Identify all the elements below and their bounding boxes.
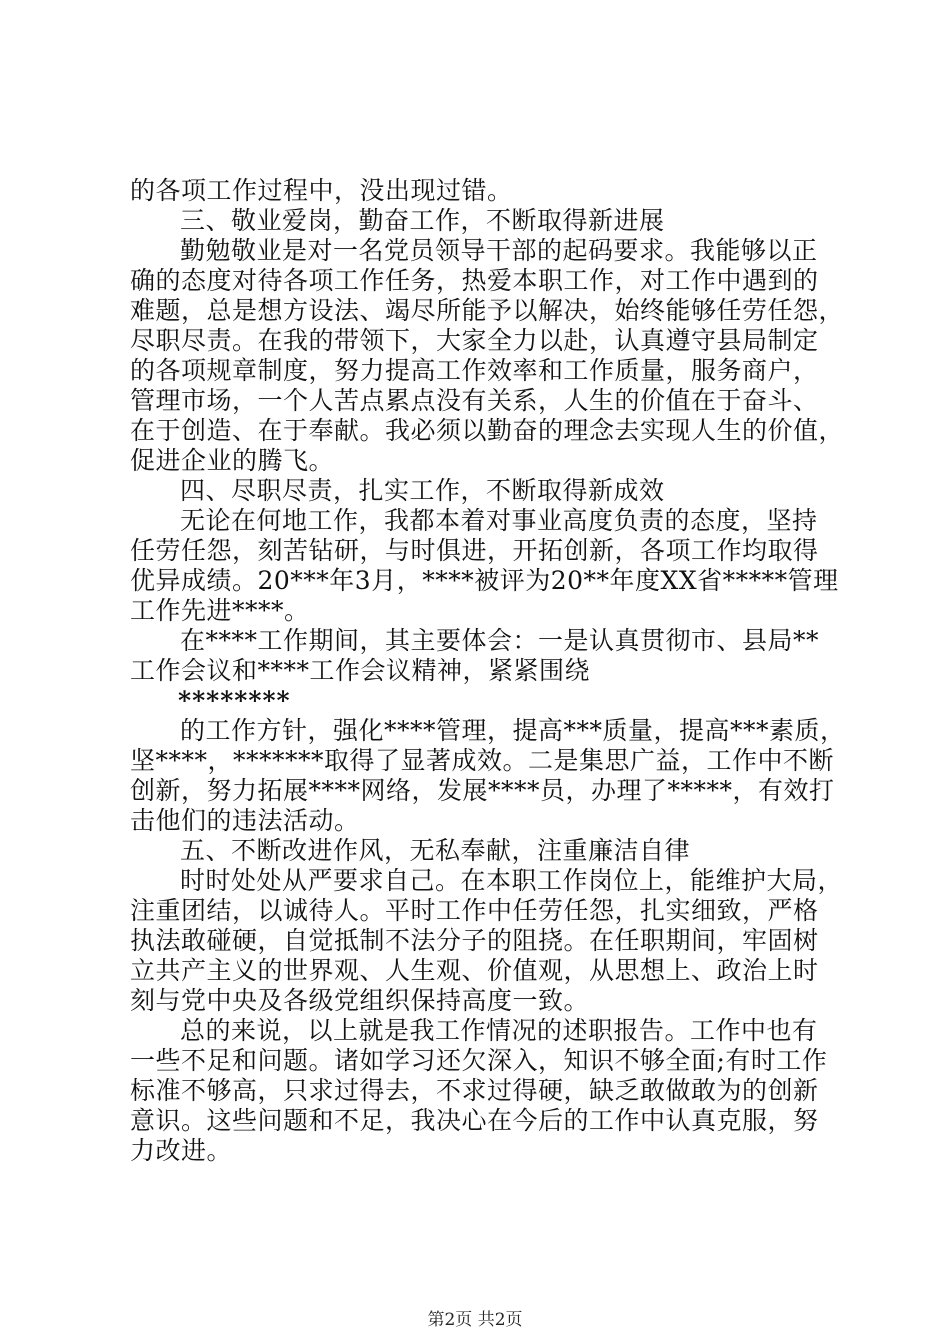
body-line: 注重团结，以诚待人。平时工作中任劳任怨，扎实细致，严格 [130,896,819,925]
body-line: 执法敢碰硬，自觉抵制不法分子的阻挠。在任职期间，牢固树 [130,926,819,955]
body-line: 确的态度对待各项工作任务，热爱本职工作，对工作中遇到的 [130,266,819,295]
body-line: 击他们的违法活动。 [130,806,360,835]
body-line: 管理市场，一个人苦点累点没有关系，人生的价值在于奋斗、 [130,386,819,415]
body-line: 尽职尽责。在我的带领下，大家全力以赴，认真遵守县局制定 [130,326,819,355]
body-line-stars: ******** [178,686,291,715]
body-line: 坚****，*******取得了显著成效。二是集思广益，工作中不断 [130,746,835,775]
body-line: 在****工作期间，其主要体会：一是认真贯彻市、县局** [180,626,820,655]
section-heading: 四、尽职尽责，扎实工作，不断取得新成效 [180,476,665,505]
body-line: 工作先进****。 [130,596,310,625]
body-line: 的各项工作过程中，没出现过错。 [130,176,513,205]
body-line: 意识。这些问题和不足，我决心在今后的工作中认真克服，努 [130,1106,819,1135]
body-line: 一些不足和问题。诸如学习还欠深入，知识不够全面;有时工作 [130,1046,828,1075]
body-line: 的各项规章制度，努力提高工作效率和工作质量，服务商户， [130,356,819,385]
body-line: 在于创造、在于奉献。我必须以勤奋的理念去实现人生的价值， [130,416,845,445]
body-line: 难题，总是想方设法、竭尽所能予以解决，始终能够任劳任怨， [130,296,845,325]
body-line: 无论在何地工作，我都本着对事业高度负责的态度，坚持 [180,506,818,535]
body-line: 标准不够高，只求过得去，不求过得硬，缺乏敢做敢为的创新 [130,1076,819,1105]
body-line: 刻与党中央及各级党组织保持高度一致。 [130,986,590,1015]
body-line: 创新，努力拓展****网络，发展****员，办理了*****，有效打 [130,776,835,805]
body-line: 促进企业的腾飞。 [130,446,335,475]
section-heading: 五、不断改进作风，无私奉献，注重廉洁自律 [180,836,691,865]
body-line: 的工作方针，强化****管理，提高***质量，提高***素质， [180,716,846,745]
page-footer: 第2页 共2页 [427,1310,523,1330]
section-heading: 三、敬业爱岗，勤奋工作，不断取得新进展 [180,206,665,235]
body-line: 时时处处从严要求自己。在本职工作岗位上，能维护大局， [180,866,844,895]
body-line: 任劳任怨，刻苦钻研，与时俱进，开拓创新，各项工作均取得 [130,536,819,565]
body-line: 总的来说，以上就是我工作情况的述职报告。工作中也有 [180,1016,818,1045]
body-line: 勤勉敬业是对一名党员领导干部的起码要求。我能够以正 [180,236,818,265]
body-line: 立共产主义的世界观、人生观、价值观，从思想上、政治上时 [130,956,819,985]
body-line: 工作会议和****工作会议精神，紧紧围绕 [130,656,591,685]
body-line: 优异成绩。20***年3月，****被评为20**年度XX省*****管理 [130,566,839,595]
body-line: 力改进。 [130,1136,233,1165]
